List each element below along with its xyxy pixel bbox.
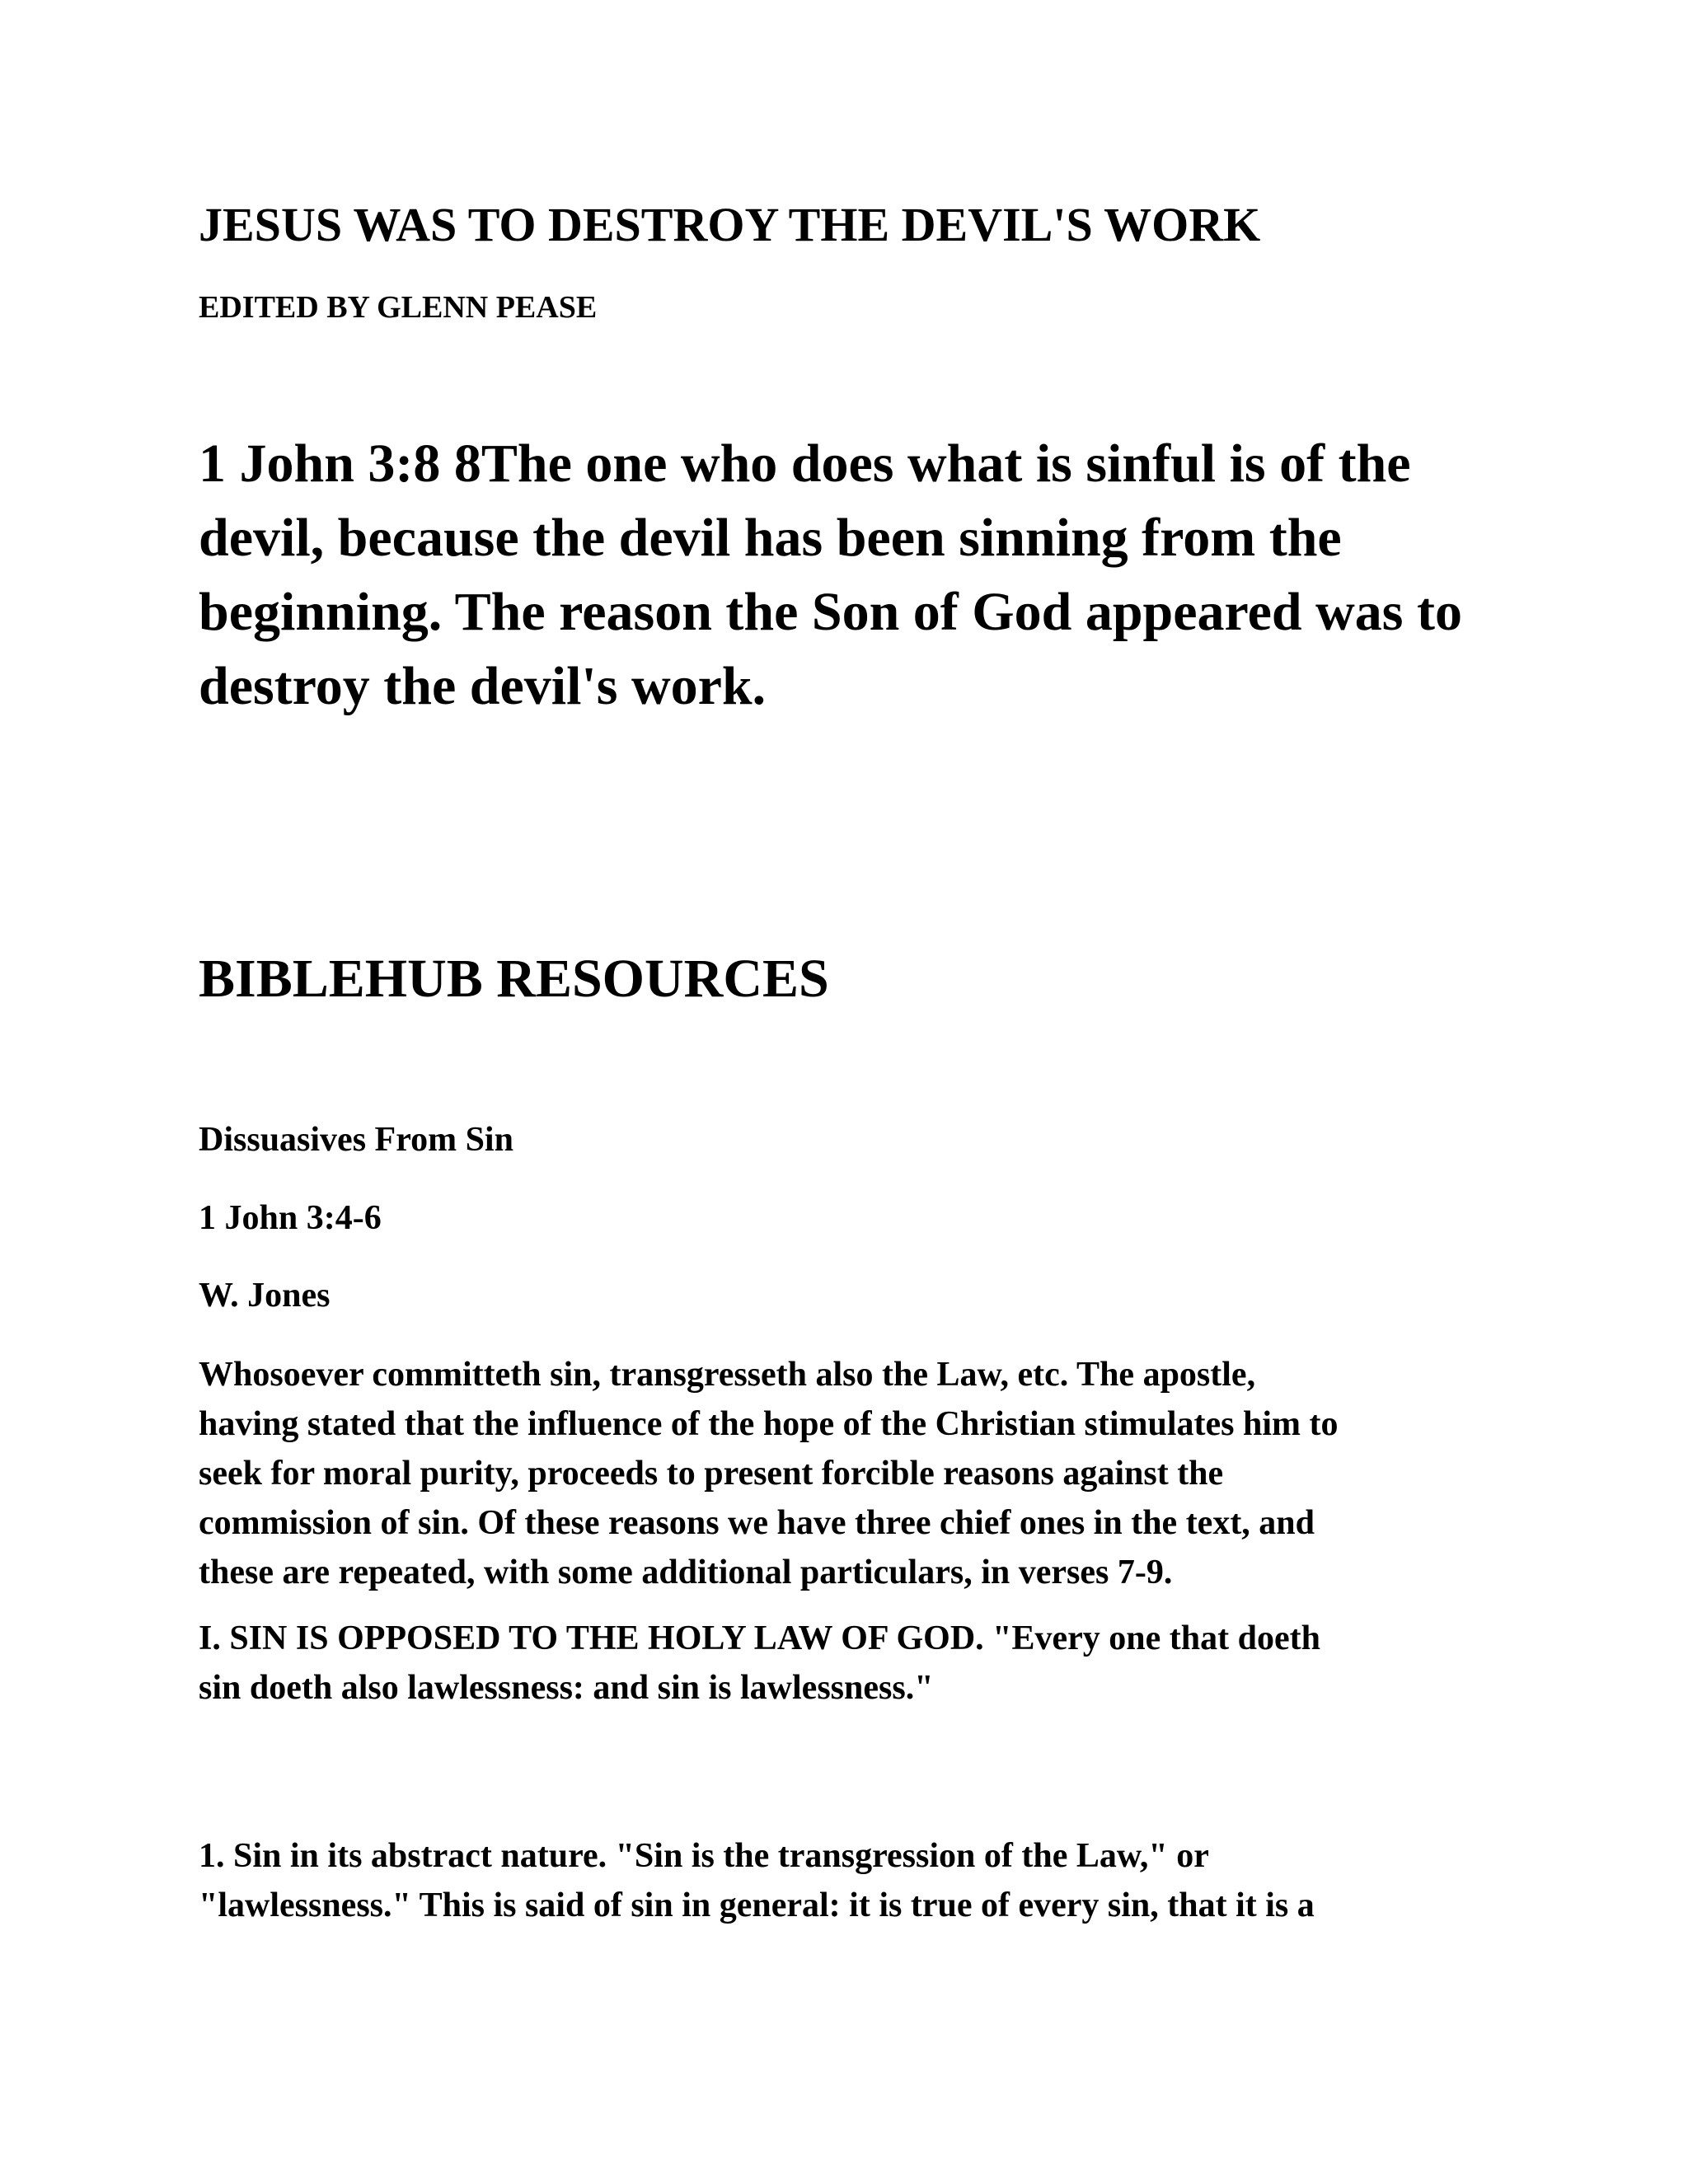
body-paragraph	[199, 1614, 1320, 1713]
paragraph-line: these are repeated, with some additional particulars, in verses 7-9.	[199, 1554, 1173, 1591]
verse-line: 1 John 3:8 8The one who does what is sinful is of the	[199, 434, 1411, 494]
verse-line: beginning. The reason the Son of God appeared was to	[199, 582, 1462, 642]
paragraph-line: "lawlessness." This is said of sin in general: it is true of every sin, that it is a	[199, 1886, 1315, 1924]
scripture-verse	[199, 427, 1462, 724]
body-paragraph	[199, 1831, 1315, 1930]
article-title: Dissuasives From Sin	[199, 1121, 513, 1159]
paragraph-line: 1. Sin in its abstract nature. "Sin is the transgression of the Law," or	[199, 1837, 1209, 1875]
paragraph-line: commission of sin. Of these reasons we have three chief ones in the text, and	[199, 1504, 1315, 1542]
paragraph-line: having stated that the influence of the hope of the Christian stimulates him to	[199, 1405, 1339, 1443]
paragraph-line: Whosoever committeth sin, transgresseth also the Law, etc. The apostle,	[199, 1356, 1256, 1394]
paragraph-line: sin doeth also lawlessness: and sin is lawlessness."	[199, 1669, 934, 1707]
document-title: JESUS WAS TO DESTROY THE DEVIL'S WORK	[199, 198, 1261, 251]
article-reference: 1 John 3:4-6	[199, 1199, 382, 1237]
section-heading: BIBLEHUB RESOURCES	[199, 949, 829, 1009]
editor-credit: EDITED BY GLENN PEASE	[199, 290, 598, 325]
document-page	[199, 0, 1517, 2184]
verse-line: devil, because the devil has been sinning from the	[199, 508, 1342, 568]
verse-line: destroy the devil's work.	[199, 656, 767, 716]
paragraph-line: I. SIN IS OPPOSED TO THE HOLY LAW OF GOD. "Every one that doeth	[199, 1619, 1320, 1657]
article-author: W. Jones	[199, 1277, 331, 1315]
paragraph-line: seek for moral purity, proceeds to present forcible reasons against the	[199, 1455, 1224, 1493]
body-paragraph	[199, 1350, 1339, 1597]
